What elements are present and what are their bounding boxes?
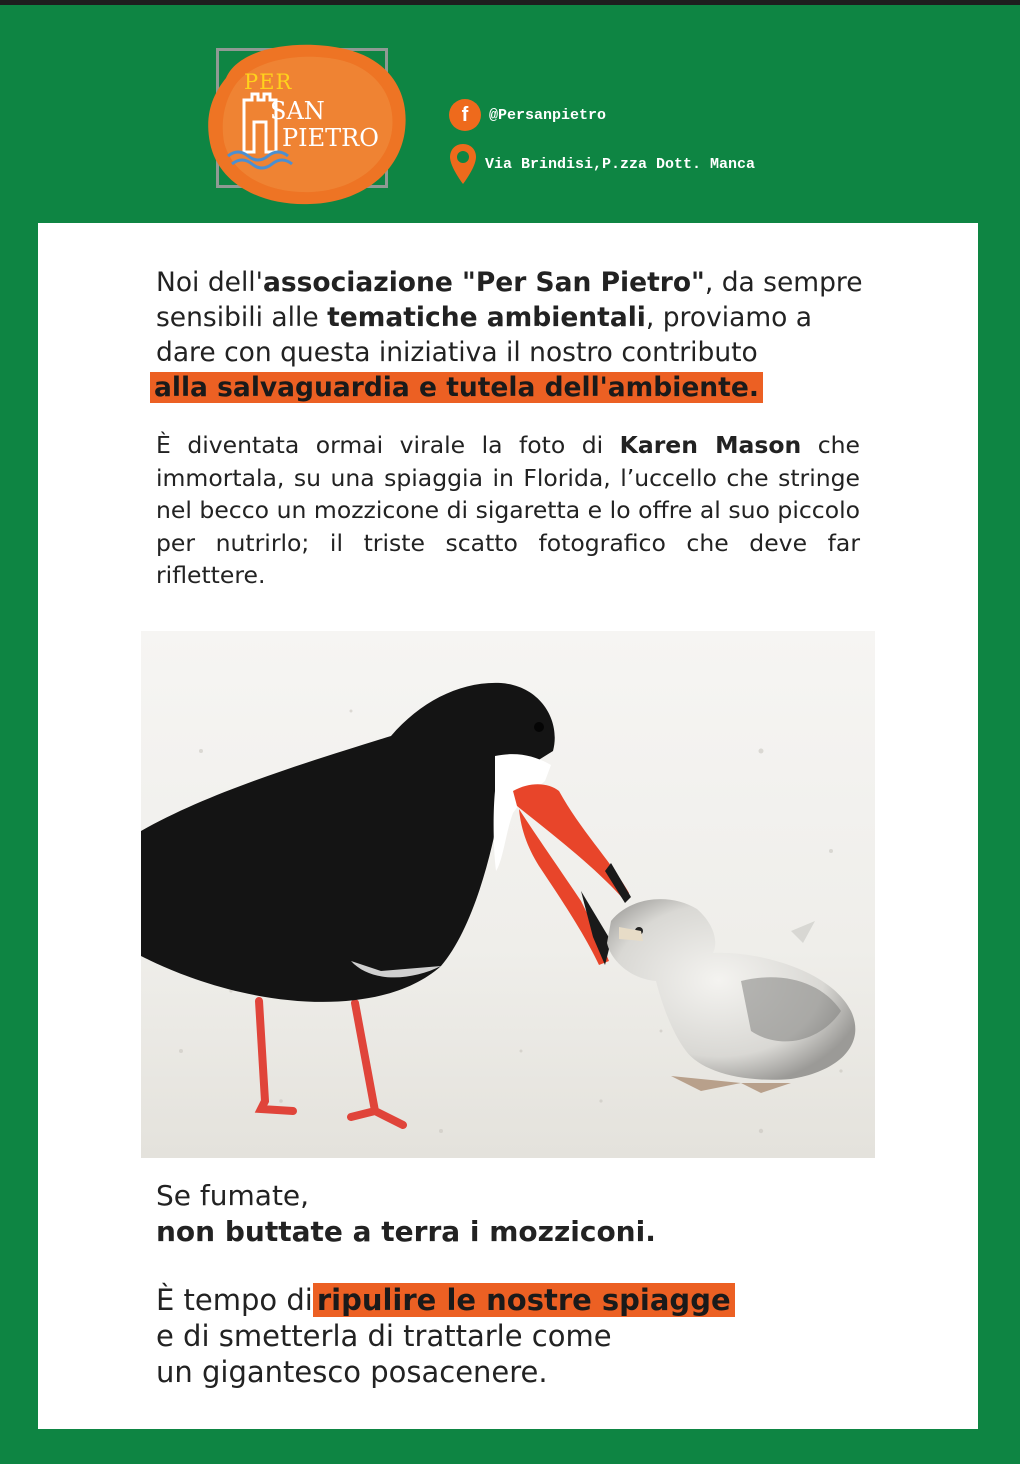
photographer-name: Karen Mason bbox=[619, 431, 802, 459]
address-text: Via Brindisi,P.zza Dott. Manca bbox=[485, 155, 756, 173]
address-contact bbox=[449, 142, 755, 186]
closing-highlight: ripulire le nostre spiagge bbox=[313, 1283, 735, 1317]
facebook-icon: f bbox=[449, 99, 481, 131]
top-border bbox=[0, 0, 1020, 5]
appeal-paragraph bbox=[156, 1178, 876, 1250]
environment-topics: tematiche ambientali bbox=[327, 302, 646, 333]
appeal-line-2: non buttate a terra i mozziconi. bbox=[156, 1215, 656, 1248]
bird-feeding-chick-photo bbox=[141, 631, 875, 1158]
appeal-line-1: Se fumate, bbox=[156, 1179, 310, 1212]
association-name: associazione "Per San Pietro" bbox=[262, 267, 705, 298]
logo-text-pietro: PIETRO bbox=[282, 124, 379, 152]
closing-paragraph: È tempo di ripulire le nostre spiagge e di smetterla di trattarle come un gigantesco posacenere. bbox=[156, 1282, 896, 1390]
intro-paragraph: Noi dell'associazione "Per San Pietro", da sempre sensibili alle tematiche ambientali, proviamo a dare con questa iniziativa il nostro contributo alla salvaguardia e tutela dell'ambiente. bbox=[156, 265, 876, 405]
story-paragraph: È diventata ormai virale la foto di Karen Mason che immortala, su una spiaggia in Florida, l’uccello che stringe nel becco un mozzicone di sigaretta e lo offre al suo piccolo per nutrirlo; il triste scatto fotografico che deve far riflettere. bbox=[156, 431, 860, 589]
facebook-contact[interactable] bbox=[449, 99, 606, 131]
logo-text-san: SAN bbox=[270, 97, 325, 125]
content-panel bbox=[38, 223, 978, 1429]
intro-highlight: alla salvaguardia e tutela dell'ambiente. bbox=[150, 372, 763, 403]
map-pin-icon bbox=[449, 142, 477, 186]
facebook-handle[interactable]: @Persanpietro bbox=[489, 106, 607, 124]
logo-text-per: PER bbox=[244, 70, 293, 94]
